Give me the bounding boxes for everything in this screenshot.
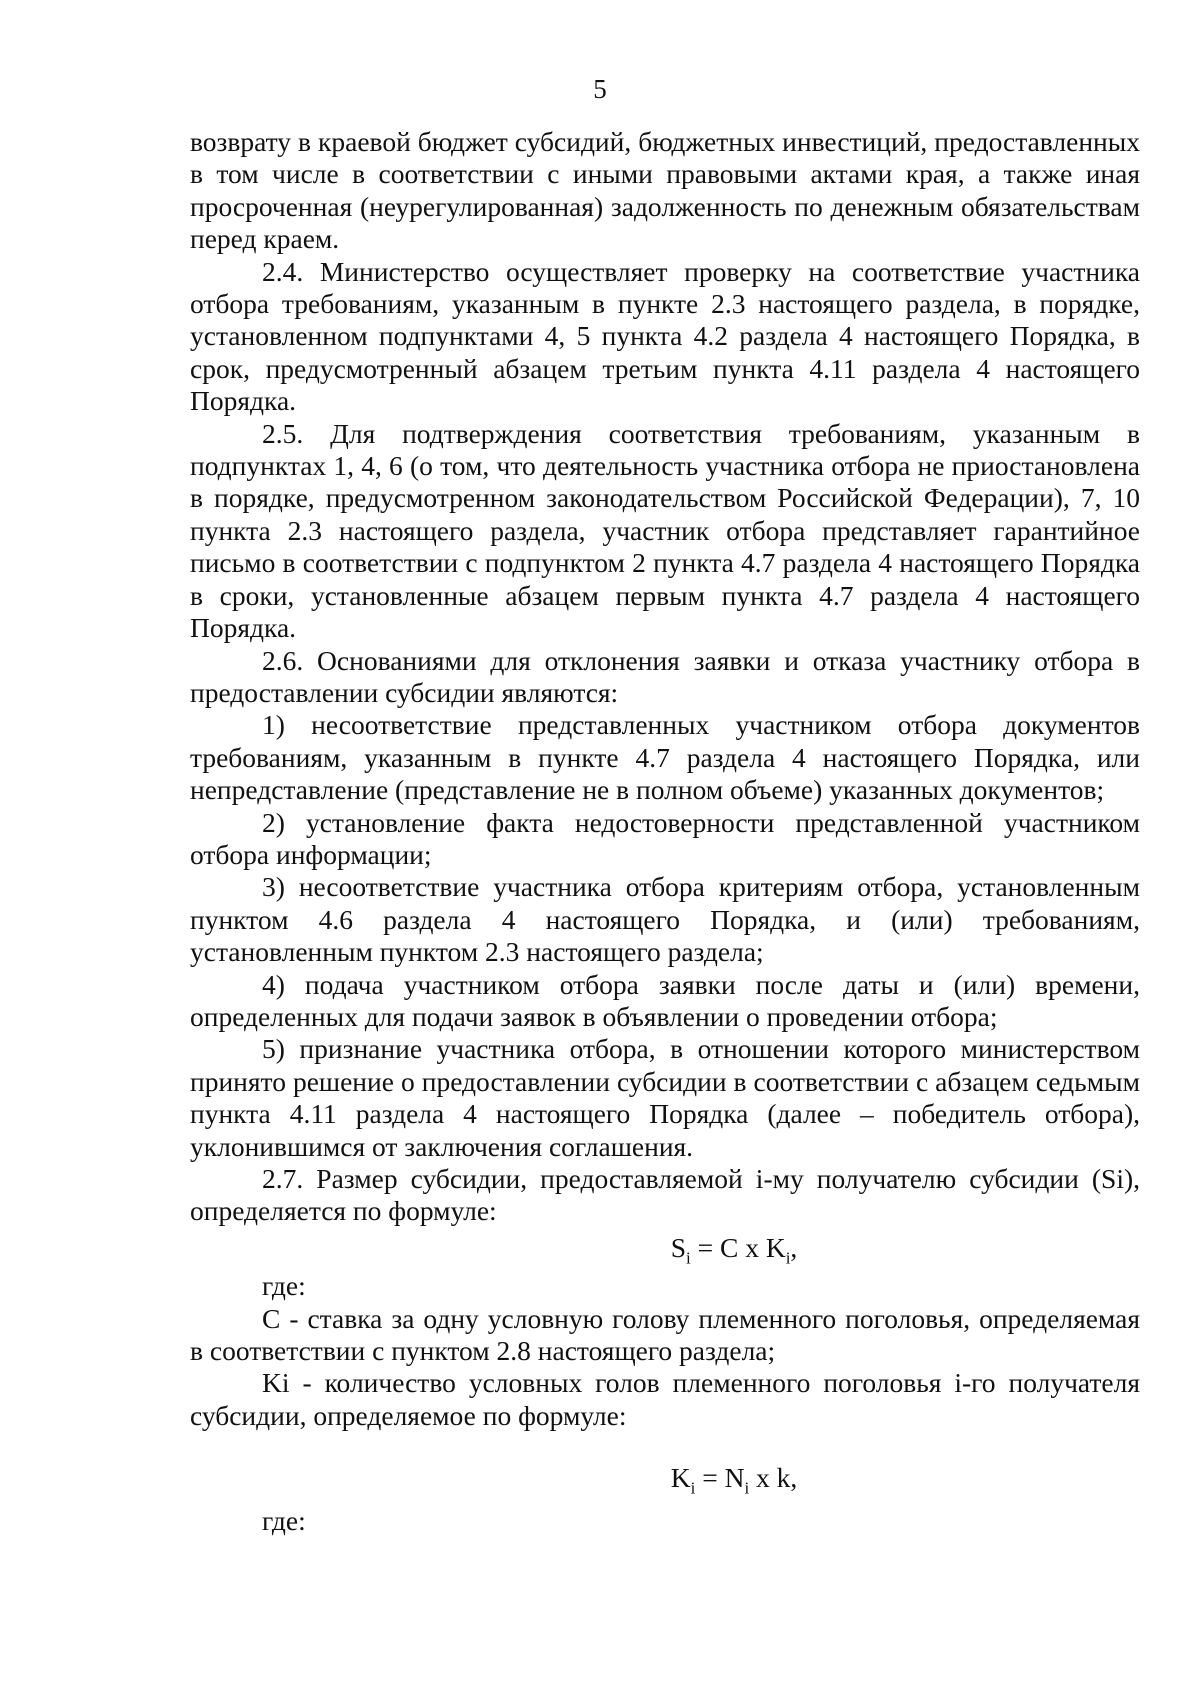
list-item-1: 1) несоответствие представленных участником отбора документов требованиям, указанным в пункте 4.7 раздела 4 настоящего Порядка, или непредставление (представление не в полном объеме) указанных документов; <box>190 709 1140 806</box>
paragraph-continuation: возврату в краевой бюджет субсидий, бюджетных инвестиций, предоставленных в том числе в соответствии с иными правовыми актами края, а также иная просроченная (неурегулированная) задолженность по денежным обязательствам перед краем. <box>190 126 1140 255</box>
formula-k-end: x k, <box>749 1462 798 1494</box>
formula-s-symbol: S <box>670 1231 686 1263</box>
formula-k-subscript: i <box>785 1248 791 1268</box>
page-number: 5 <box>593 74 607 104</box>
list-item-2: 2) установление факта недостоверности представленной участником отбора информации; <box>190 806 1140 870</box>
formula-k-mid: = N <box>695 1462 745 1494</box>
paragraph-2-5: 2.5. Для подтверждения соответствия требованиям, указанным в подпунктах 1, 4, 6 (о том, что деятельность участника отбора не приостановлена в порядке, предусмотренном законодательством Российской Федерации), 7, 10 пункта 2.3 настоящего раздела, участник отбора представляет гарантийное письмо в соответствии с подпунктом 2 пункта 4.7 раздела 4 настоящего Порядка в сроки, установленные абзацем первым пункта 4.7 раздела 4 настоящего Порядка. <box>190 417 1140 644</box>
formula-s-rest: = C x K <box>690 1231 786 1263</box>
formula-k-symbol: K <box>670 1462 691 1494</box>
definition-ki: Ki - количество условных голов племенного поголовья i-го получателя субсидии, определяемое по формуле: <box>190 1367 1140 1431</box>
formula-n-subscript: i <box>744 1478 750 1498</box>
formula-s-end: , <box>790 1231 798 1263</box>
where-label-2: где: <box>262 1504 306 1536</box>
formula-k2-subscript: i <box>690 1478 696 1498</box>
document-body <box>190 126 1140 1537</box>
paragraph-2-6: 2.6. Основаниями для отклонения заявки и отказа участнику отбора в предоставлении субсидии являются: <box>190 644 1140 708</box>
paragraph-2-4: 2.4. Министерство осуществляет проверку на соответствие участника отбора требованиям, указанным в пункте 2.3 настоящего раздела, в порядке, установленном подпунктами 4, 5 пункта 4.2 раздела 4 настоящего Порядка, в срок, предусмотренный абзацем третьим пункта 4.11 раздела 4 настоящего Порядка. <box>190 255 1140 417</box>
definition-c: C - ставка за одну условную голову племенного поголовья, определяемая в соответствии с пунктом 2.8 настоящего раздела; <box>190 1302 1140 1367</box>
list-item-4: 4) подача участником отбора заявки после даты и (или) времени, определенных для подачи заявок в объявлении о проведении отбора; <box>190 968 1140 1032</box>
list-item-3: 3) несоответствие участника отбора критериям отбора, установленным пунктом 4.6 раздела 4 настоящего Порядка, и (или) требованиям, установленным пунктом 2.3 настоящего раздела; <box>190 871 1140 968</box>
list-item-5: 5) признание участника отбора, в отношении которого министерством принято решение о предоставлении субсидии в соответствии с абзацем седьмым пункта 4.11 раздела 4 настоящего Порядка (далее – победитель отбора), уклонившимся от заключения соглашения. <box>190 1033 1140 1162</box>
formula-s-subscript: i <box>685 1248 691 1268</box>
paragraph-2-7: 2.7. Размер субсидии, предоставляемой i-му получателю субсидии (Si), определяется по формуле: <box>190 1163 1140 1227</box>
formula-conditional-heads <box>328 1462 1140 1498</box>
formula-subsidy-size <box>328 1231 1140 1268</box>
where-label-1: где: <box>262 1270 306 1302</box>
